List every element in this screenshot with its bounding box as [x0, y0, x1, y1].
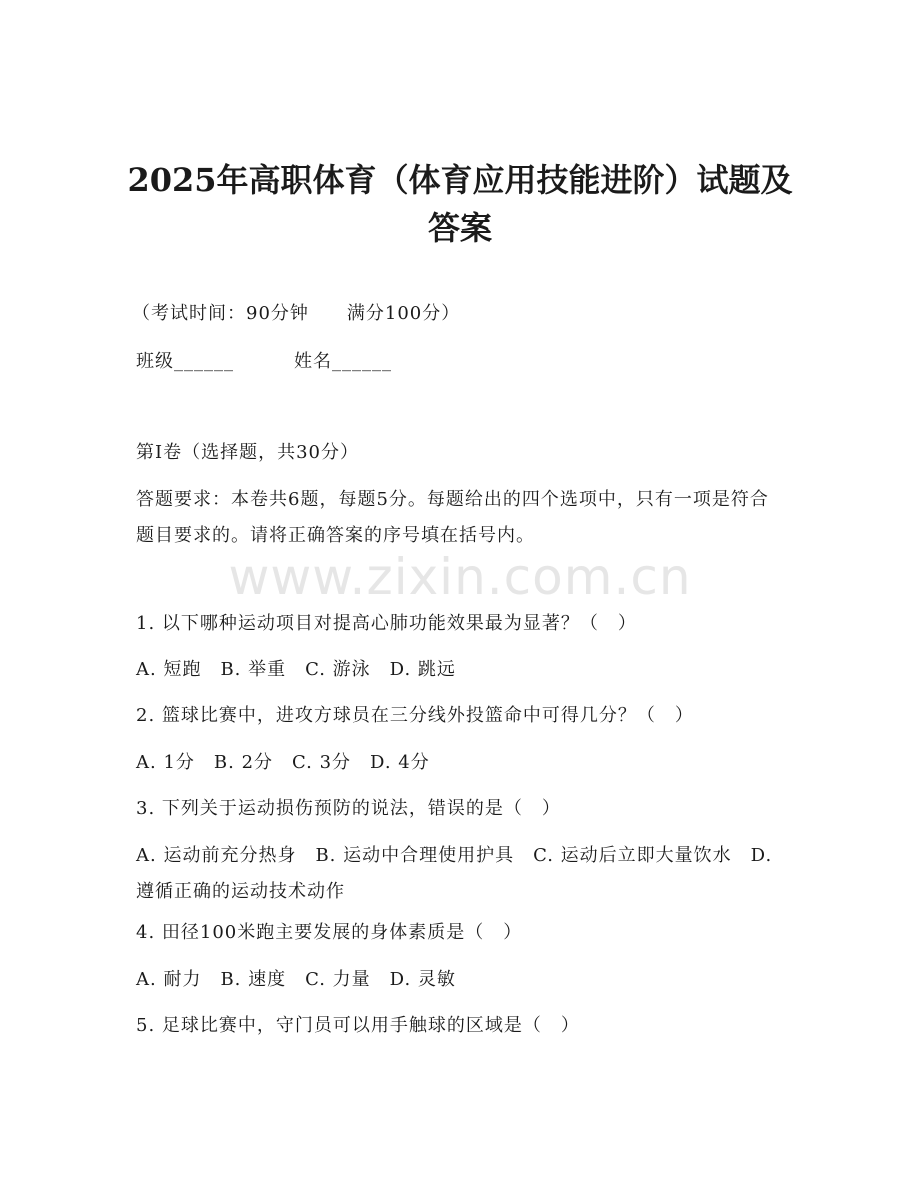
question-2-options: A. 1分 B. 2分 C. 3分 D. 4分: [136, 752, 430, 773]
question-3-stem: 3. 下列关于运动损伤预防的说法，错误的是（ ）: [136, 798, 561, 819]
watermark: www.zixin.com.cn: [228, 548, 692, 606]
question-3-options: A. 运动前充分热身 B. 运动中合理使用护具 C. 运动后立即大量饮水 D. 遵循正确的运动技术动作: [136, 845, 773, 902]
question-4-stem: 4. 田径100米跑主要发展的身体素质是（ ）: [136, 922, 523, 943]
exam-info: （考试时间：90分钟 满分100分）: [132, 303, 461, 324]
question-1-options: A. 短跑 B. 举重 C. 游泳 D. 跳远: [136, 659, 456, 680]
question-1-stem: 1. 以下哪种运动项目对提高心肺功能效果最为显著？（ ）: [136, 613, 637, 634]
instructions: 答题要求：本卷共6题，每题5分。每题给出的四个选项中，只有一项是符合题目要求的。请将正确答案的序号填在括号内。: [136, 489, 769, 546]
section-title: 第Ⅰ卷（选择题，共30分）: [136, 442, 360, 463]
question-5-stem: 5. 足球比赛中，守门员可以用手触球的区域是（ ）: [136, 1015, 580, 1036]
question-4-options: A. 耐力 B. 速度 C. 力量 D. 灵敏: [136, 969, 456, 990]
document-title: 2025年高职体育（体育应用技能进阶）试题及答案: [127, 161, 793, 247]
name-field: 姓名______: [294, 351, 392, 372]
class-field: 班级______: [136, 351, 234, 372]
question-2-stem: 2. 篮球比赛中，进攻方球员在三分线外投篮命中可得几分？（ ）: [136, 705, 694, 726]
